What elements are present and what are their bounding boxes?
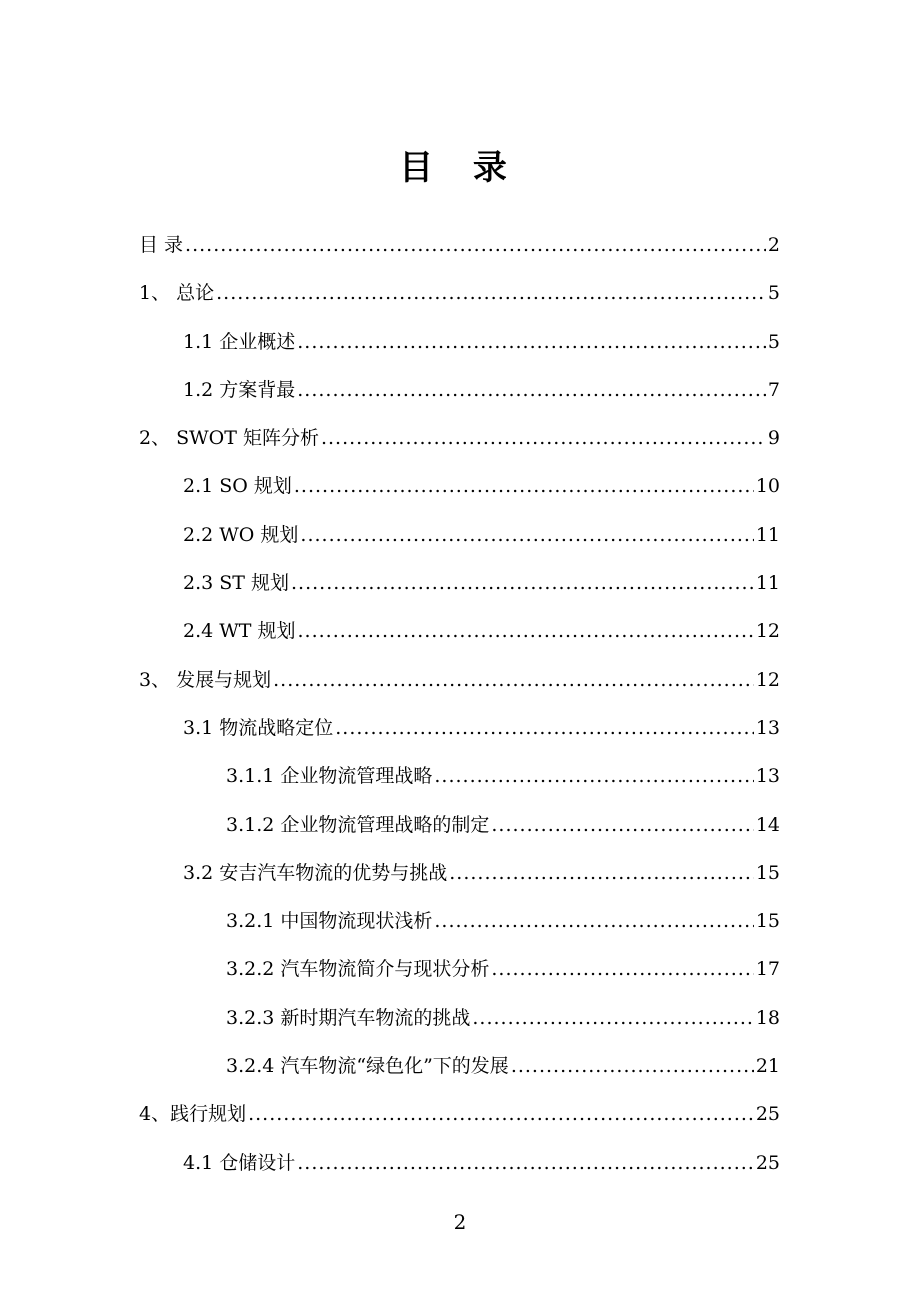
toc-dot-leader	[216, 280, 766, 306]
toc-entry-page: 9	[767, 427, 780, 450]
toc-entry-page: 13	[755, 716, 780, 739]
toc-entry-page: 7	[767, 378, 780, 401]
toc-dot-leader	[300, 522, 753, 548]
toc-entry-label: 3.1.1 企业物流管理战略	[226, 765, 433, 788]
toc-entry-label: 2.2 WO 规划	[183, 523, 299, 546]
toc-dot-leader	[449, 860, 754, 886]
toc-entry[interactable]	[0, 319, 920, 367]
toc-entry-page: 2	[767, 234, 780, 256]
toc-entry-page: 11	[755, 523, 780, 546]
toc-entry-label: 目 录	[139, 234, 184, 256]
toc-entry-line	[139, 1101, 780, 1127]
toc-entry-page: 17	[755, 958, 780, 981]
toc-entry-page: 21	[755, 1055, 780, 1078]
toc-entry[interactable]	[0, 463, 920, 511]
toc-entry-label: 3.2.4 汽车物流“绿色化”下的发展	[226, 1055, 509, 1078]
toc-dot-leader	[491, 956, 753, 982]
toc-entry[interactable]	[0, 850, 920, 898]
toc-entry-line	[183, 522, 780, 548]
toc-entry-label: 3.1.2 企业物流管理战略的制定	[226, 813, 490, 836]
toc-entry[interactable]	[0, 1043, 920, 1091]
toc-dot-leader	[294, 473, 754, 499]
toc-entry-line	[226, 1005, 780, 1031]
toc-entry-page: 12	[755, 620, 780, 643]
toc-entry-line	[226, 908, 780, 934]
toc-entry-page: 14	[755, 813, 780, 836]
toc-entry-label: 2、 SWOT 矩阵分析	[139, 427, 319, 450]
toc-dot-leader	[511, 1053, 754, 1079]
toc-entry-label: 2.3 ST 规划	[183, 572, 289, 595]
toc-entry-line	[183, 715, 780, 741]
toc-entry-page: 11	[755, 572, 780, 595]
toc-entry-line	[226, 763, 780, 789]
toc-entry[interactable]	[0, 560, 920, 608]
toc-entry[interactable]	[0, 946, 920, 994]
toc-dot-leader	[298, 618, 754, 644]
toc-entry-label: 4.1 仓储设计	[183, 1151, 296, 1174]
toc-entry-label: 3、 发展与规划	[139, 668, 272, 691]
toc-entry-label: 1.1 企业概述	[183, 330, 296, 353]
toc-entry-page: 25	[755, 1151, 780, 1174]
toc-entry[interactable]	[0, 705, 920, 753]
toc-entry-page: 5	[767, 282, 780, 305]
toc-entry-page: 15	[755, 861, 780, 884]
toc-dot-leader	[185, 232, 766, 258]
toc-dot-leader	[321, 425, 766, 451]
toc-entry-label: 2.1 SO 规划	[183, 475, 292, 498]
toc-entry[interactable]	[0, 1091, 920, 1139]
toc-dot-leader	[297, 329, 766, 355]
toc-entry[interactable]	[0, 415, 920, 463]
toc-entry-page: 15	[755, 910, 780, 933]
toc-entry-line	[139, 280, 780, 306]
toc-dot-leader	[297, 1150, 754, 1176]
toc-entry-label: 2.4 WT 规划	[183, 620, 296, 643]
toc-entry-line	[139, 425, 780, 451]
toc-dot-leader	[273, 667, 754, 693]
toc-entry-line	[183, 473, 780, 499]
toc-entry-line	[139, 232, 780, 258]
toc-entry-line	[226, 812, 780, 838]
toc-entry-label: 3.2 安吉汽车物流的优势与挑战	[183, 861, 448, 884]
toc-entry-label: 3.2.2 汽车物流简介与现状分析	[226, 958, 490, 981]
toc-entry[interactable]	[0, 995, 920, 1043]
toc-entry-line	[183, 329, 780, 355]
toc-entry-page: 10	[755, 475, 780, 498]
toc-entry-line	[183, 618, 780, 644]
page-title: 目 录	[399, 148, 521, 188]
toc-entry-label: 3.2.1 中国物流现状浅析	[226, 910, 433, 933]
toc-entry-page: 18	[755, 1006, 780, 1029]
page-number: 2	[453, 1210, 467, 1234]
toc-entry[interactable]	[0, 367, 920, 415]
toc-entry-line	[226, 956, 780, 982]
toc-entry[interactable]	[0, 898, 920, 946]
toc-entry-line	[139, 667, 780, 693]
toc-entry-line	[183, 860, 780, 886]
toc-entry-label: 4、践行规划	[139, 1103, 247, 1126]
toc-entry[interactable]	[0, 608, 920, 656]
toc-entry-label: 1、 总论	[139, 282, 215, 305]
toc-entry[interactable]	[0, 270, 920, 318]
toc-entry-label: 3.1 物流战略定位	[183, 716, 334, 739]
toc-entry[interactable]	[0, 222, 920, 270]
toc-dot-leader	[472, 1005, 753, 1031]
toc-dot-leader	[491, 812, 753, 838]
toc-entry[interactable]	[0, 657, 920, 705]
toc-entry-page: 5	[767, 330, 780, 353]
table-of-contents	[0, 222, 920, 1188]
toc-entry[interactable]	[0, 753, 920, 801]
toc-entry[interactable]	[0, 512, 920, 560]
toc-dot-leader	[335, 715, 754, 741]
toc-entry-label: 1.2 方案背最	[183, 378, 296, 401]
toc-dot-leader	[297, 377, 766, 403]
toc-entry-label: 3.2.3 新时期汽车物流的挑战	[226, 1006, 471, 1029]
toc-entry-line	[183, 1150, 780, 1176]
toc-entry-line	[183, 377, 780, 403]
toc-entry[interactable]	[0, 802, 920, 850]
toc-entry-page: 12	[755, 668, 780, 691]
toc-dot-leader	[248, 1101, 754, 1127]
toc-dot-leader	[291, 570, 754, 596]
toc-dot-leader	[434, 908, 753, 934]
toc-entry[interactable]	[0, 1140, 920, 1188]
toc-entry-page: 13	[755, 765, 780, 788]
toc-entry-line	[226, 1053, 780, 1079]
toc-entry-page: 25	[755, 1103, 780, 1126]
toc-entry-line	[183, 570, 780, 596]
toc-dot-leader	[434, 763, 753, 789]
